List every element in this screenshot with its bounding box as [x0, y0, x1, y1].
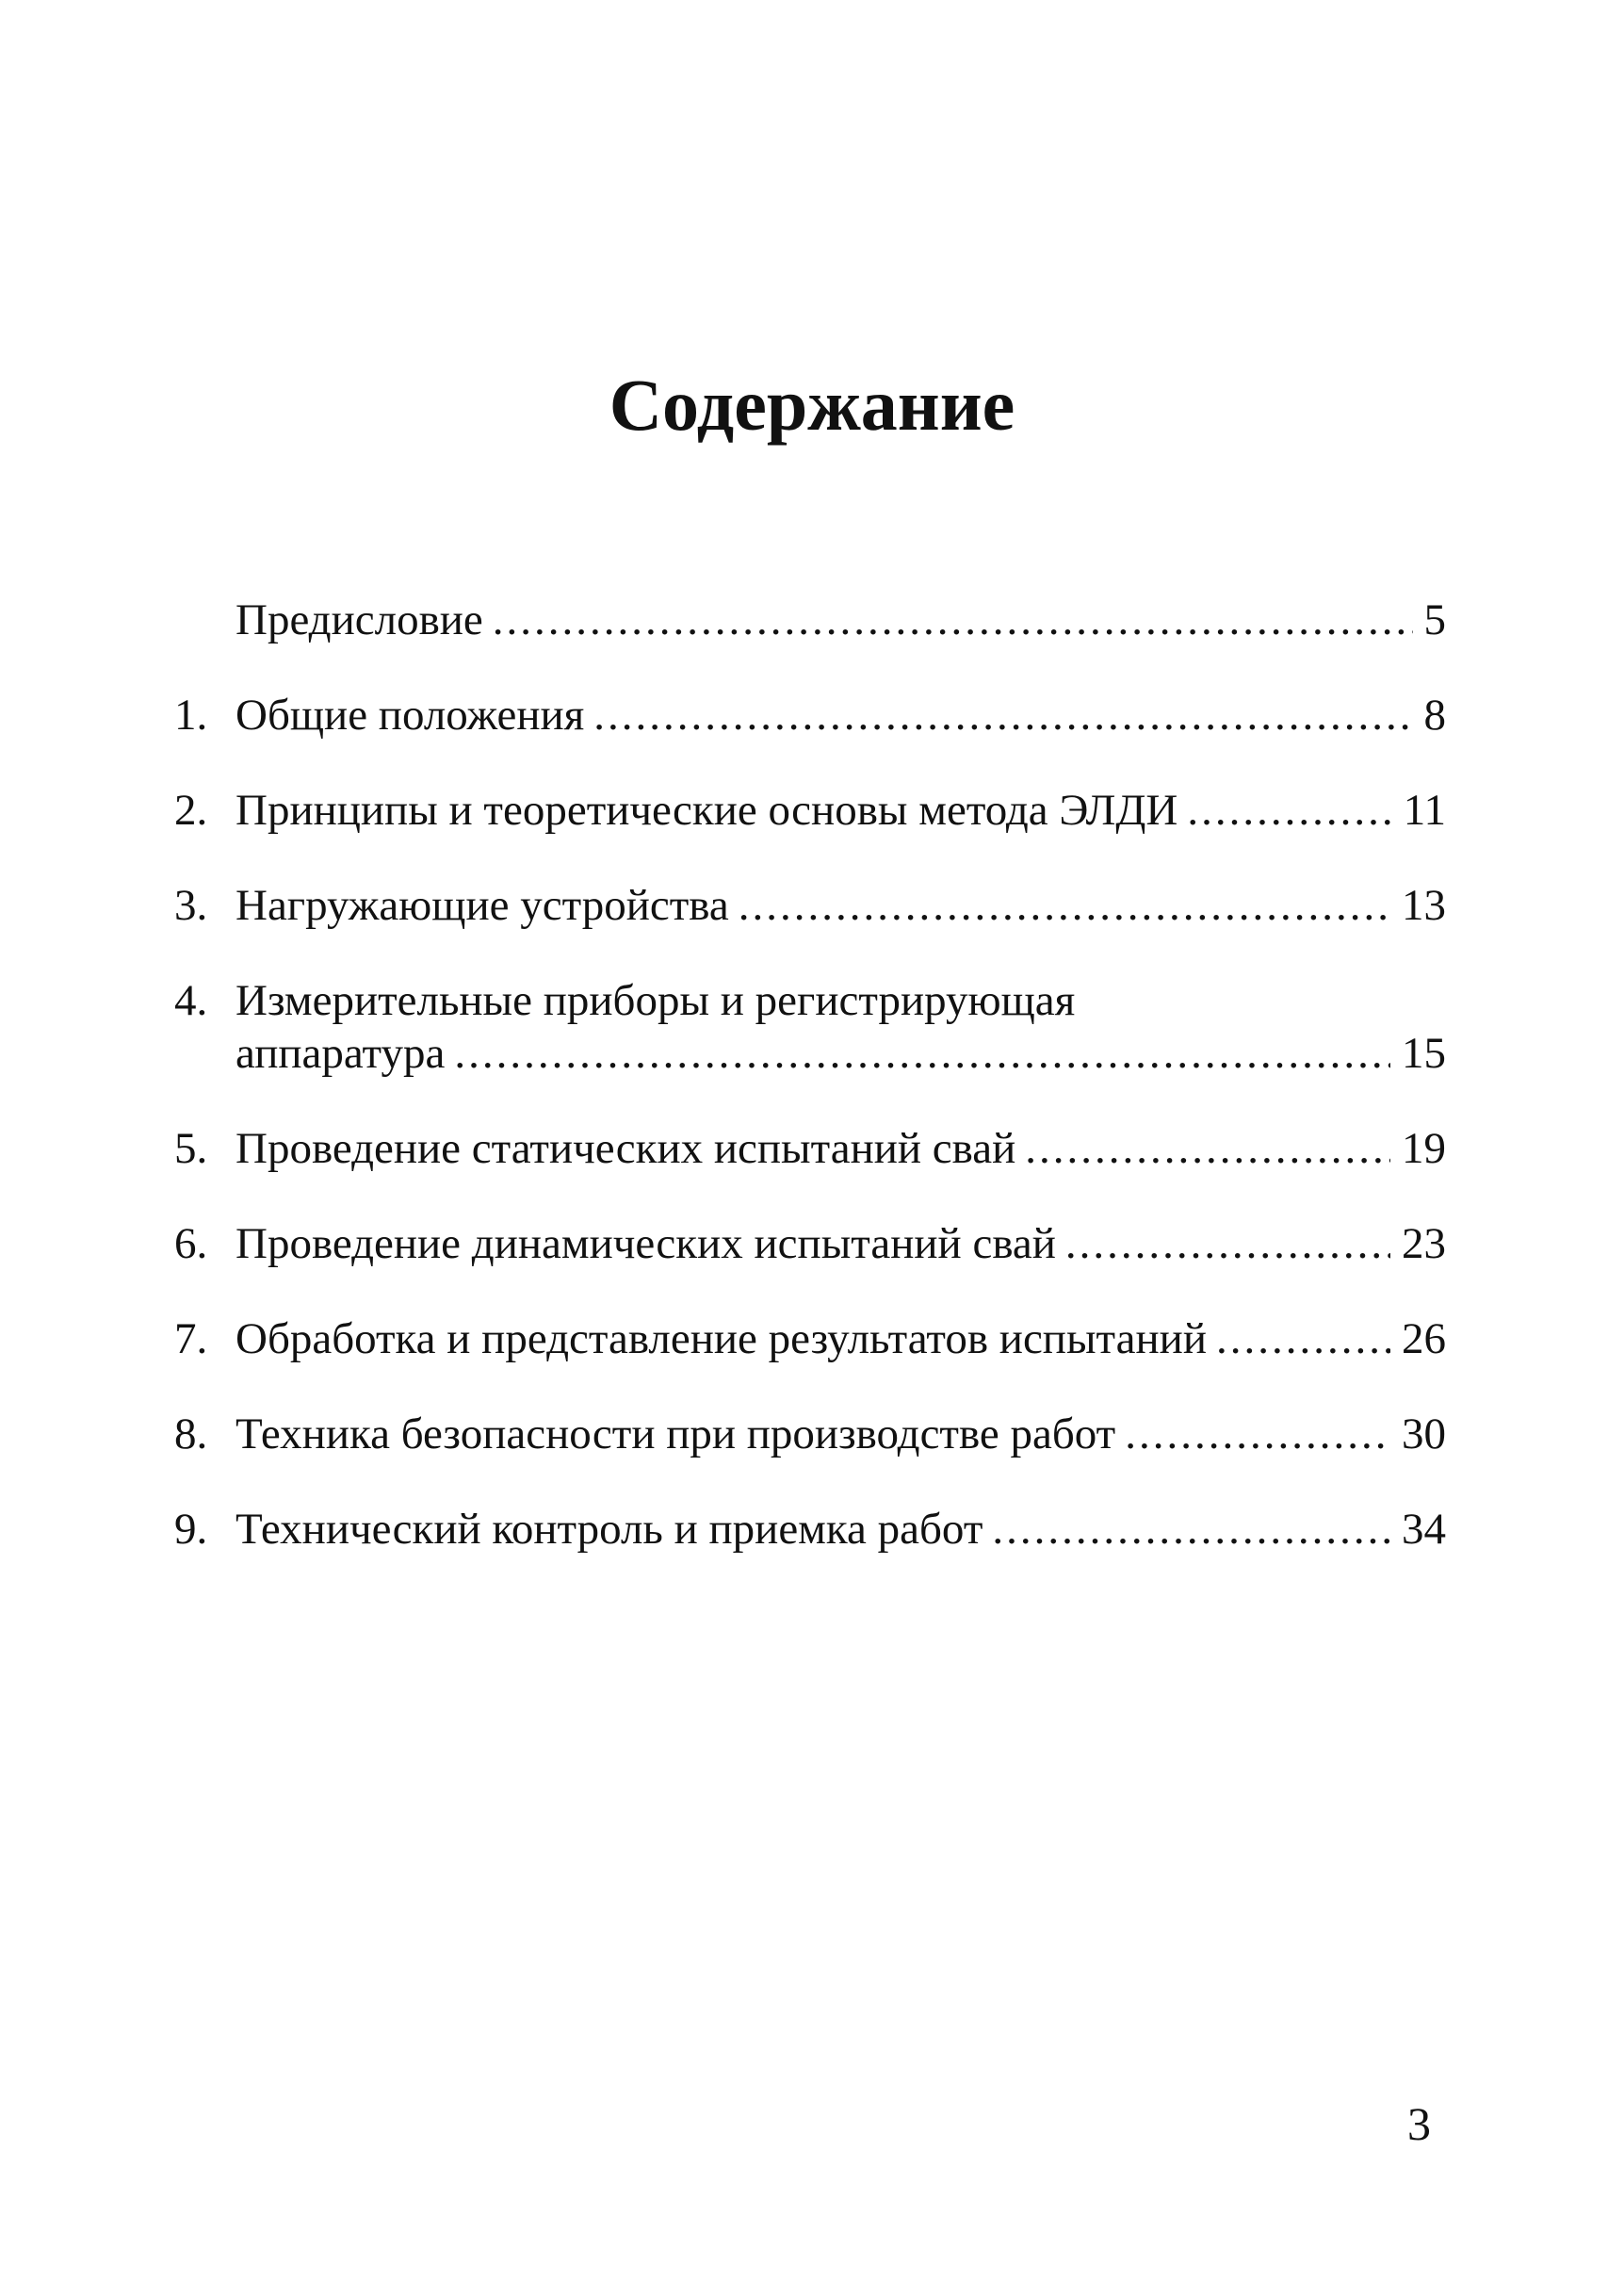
- toc-leader-dots: [593, 689, 1412, 741]
- toc-entry-page: 13: [1402, 881, 1446, 930]
- toc-leader-dots: [454, 1027, 1390, 1080]
- toc-entry-number: 7.: [174, 1314, 208, 1363]
- toc-entry-6: [174, 1217, 1446, 1270]
- toc-entry-page: 15: [1402, 1029, 1446, 1078]
- table-of-contents: [174, 594, 1446, 1598]
- toc-entry-2: [174, 784, 1446, 837]
- toc-leader-dots: [992, 1503, 1390, 1556]
- toc-entry-title: Нагружающие устройства: [235, 881, 729, 930]
- toc-entry-title: Технический контроль и приемка работ: [235, 1505, 983, 1554]
- toc-entry-page: 5: [1423, 595, 1446, 644]
- toc-leader-dots: [1216, 1312, 1390, 1365]
- toc-entry-title: Принципы и теоретические основы метода ЭЛДИ: [235, 786, 1178, 835]
- page-title: Содержание: [609, 364, 1015, 446]
- toc-leader-dots: [739, 879, 1390, 932]
- toc-entry-number: 4.: [174, 976, 208, 1025]
- toc-entry-page: 19: [1402, 1124, 1446, 1173]
- page-number: 3: [1407, 2097, 1431, 2150]
- toc-entry-8: [174, 1408, 1446, 1460]
- toc-entry-number: 1.: [174, 691, 208, 740]
- toc-entry-1: [174, 689, 1446, 741]
- toc-entry-page: 23: [1402, 1219, 1446, 1268]
- toc-entry-number: 2.: [174, 786, 208, 835]
- toc-entry-9: [174, 1503, 1446, 1556]
- toc-leader-dots: [1025, 1122, 1390, 1175]
- toc-entry-title: Предисловие: [235, 595, 483, 644]
- toc-entry-3: [174, 879, 1446, 932]
- toc-entry-title-line2: аппаратура: [235, 1029, 446, 1078]
- toc-entry-page: 30: [1402, 1409, 1446, 1458]
- toc-entry-title: Обработка и представление результатов испытаний: [235, 1314, 1207, 1363]
- toc-entry-page: 8: [1423, 691, 1446, 740]
- toc-leader-dots: [493, 594, 1413, 646]
- toc-leader-dots: [1125, 1408, 1390, 1460]
- toc-entry-title: Проведение статических испытаний свай: [235, 1124, 1016, 1173]
- toc-entry-number: 3.: [174, 881, 208, 930]
- toc-entry-page: 11: [1403, 786, 1446, 835]
- toc-entry-4: [174, 974, 1446, 1080]
- toc-entry-page: 26: [1402, 1314, 1446, 1363]
- toc-entry-page: 34: [1402, 1505, 1446, 1554]
- toc-entry-number: 8.: [174, 1409, 208, 1458]
- toc-entry-5: [174, 1122, 1446, 1175]
- toc-entry-number: 9.: [174, 1505, 208, 1554]
- toc-leader-dots: [1187, 784, 1391, 837]
- toc-entry-title-line1: Измерительные приборы и регистрирующая: [235, 976, 1076, 1025]
- toc-entry-7: [174, 1312, 1446, 1365]
- toc-entry-title: Техника безопасности при производстве работ: [235, 1409, 1116, 1458]
- toc-leader-dots: [1065, 1217, 1390, 1270]
- toc-entry-number: 5.: [174, 1124, 208, 1173]
- toc-entry-preface: [174, 594, 1446, 646]
- toc-entry-title: Проведение динамических испытаний свай: [235, 1219, 1056, 1268]
- toc-entry-number: 6.: [174, 1219, 208, 1268]
- toc-entry-title: Общие положения: [235, 691, 585, 740]
